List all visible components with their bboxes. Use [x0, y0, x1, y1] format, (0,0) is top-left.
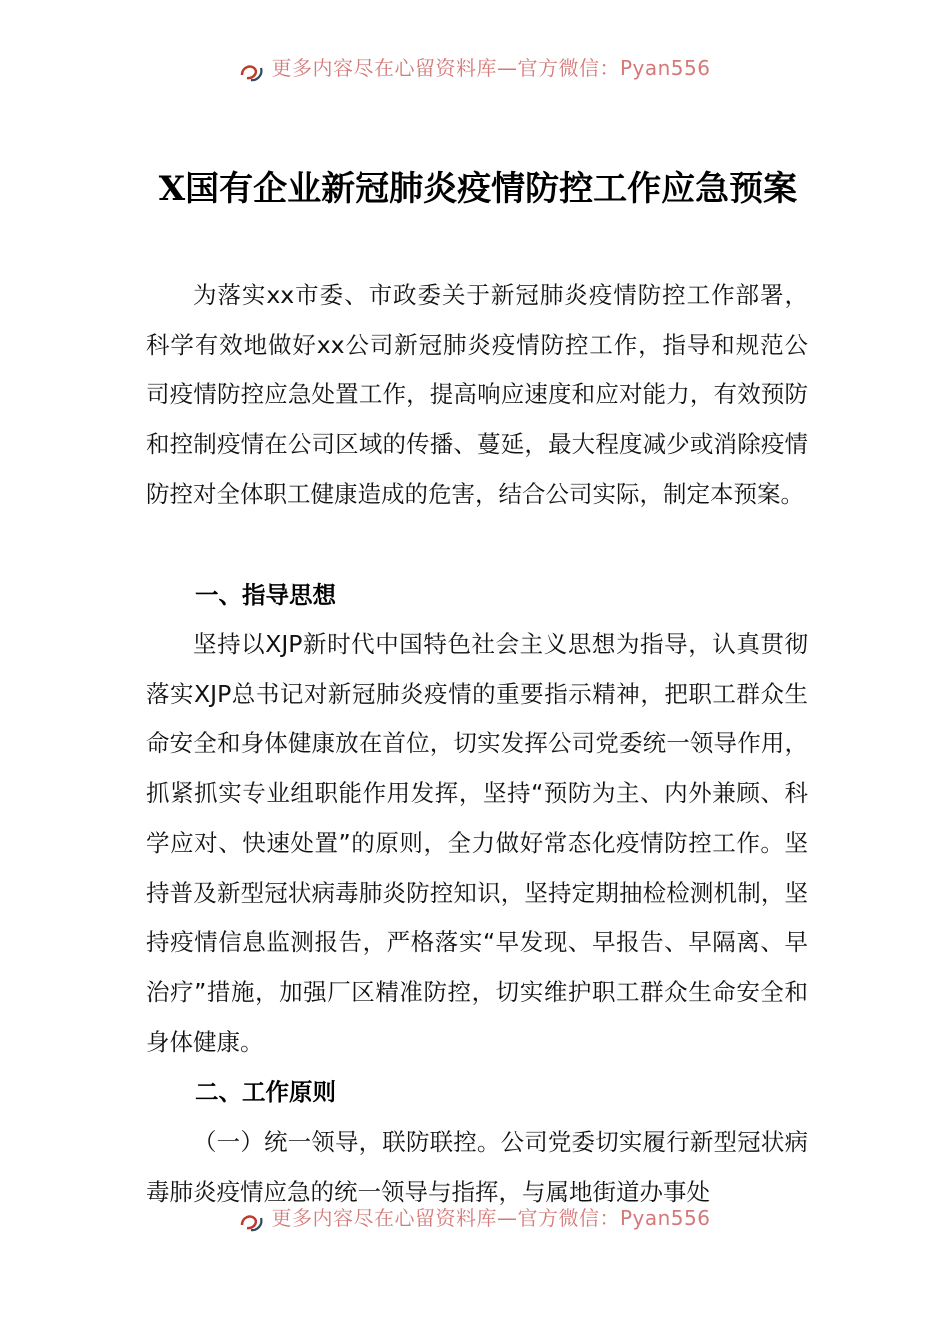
header-watermark-banner [0, 54, 950, 90]
document-title: X国有企业新冠肺炎疫情防控工作应急预案 [158, 169, 798, 209]
footer-watermark-banner [0, 1204, 950, 1240]
intro-paragraph: 为落实xx市委、市政委关于新冠肺炎疫情防控工作部署，科学有效地做好xx公司新冠肺炎疫情防控工作，指导和规范公司疫情防控应急处置工作，提高响应速度和应对能力，有效预防和控制疫情在公司区域的传播、蔓延，最大程度减少或消除疫情防控对全体职工健康造成的危害，结合公司实际，制定本预案。 [146, 281, 808, 508]
logo-icon [239, 1211, 265, 1233]
logo-icon [239, 61, 265, 83]
watermark-text: 更多内容尽在心留资料库—官方微信：Pyan556 [271, 55, 711, 80]
section-heading-work-principles: 二、工作原则 [195, 1078, 336, 1106]
section-heading-guiding-ideology: 一、指导思想 [195, 581, 336, 609]
watermark-text: 更多内容尽在心留资料库—官方微信：Pyan556 [271, 1205, 711, 1230]
work-principles-paragraph: （一）统一领导，联防联控。公司党委切实履行新型冠状病毒肺炎疫情应急的统一领导与指挥，与属地街道办事处 [146, 1128, 808, 1206]
guiding-ideology-paragraph: 坚持以XJP新时代中国特色社会主义思想为指导，认真贯彻落实XJP总书记对新冠肺炎疫情的重要指示精神，把职工群众生命安全和身体健康放在首位，切实发挥公司党委统一领导作用，抓紧抓实专业组职能作用发挥，坚持“预防为主、内外兼顾、科学应对、快速处置”的原则，全力做好常态化疫情防控工作。坚持普及新型冠状病毒肺炎防控知识，坚持定期抽检检测机制，坚持疫情信息监测报告，严格落实“早发现、早报告、早隔离、早治疗”措施，加强厂区精准防控，切实维护职工群众生命安全和身体健康。 [146, 630, 808, 1056]
